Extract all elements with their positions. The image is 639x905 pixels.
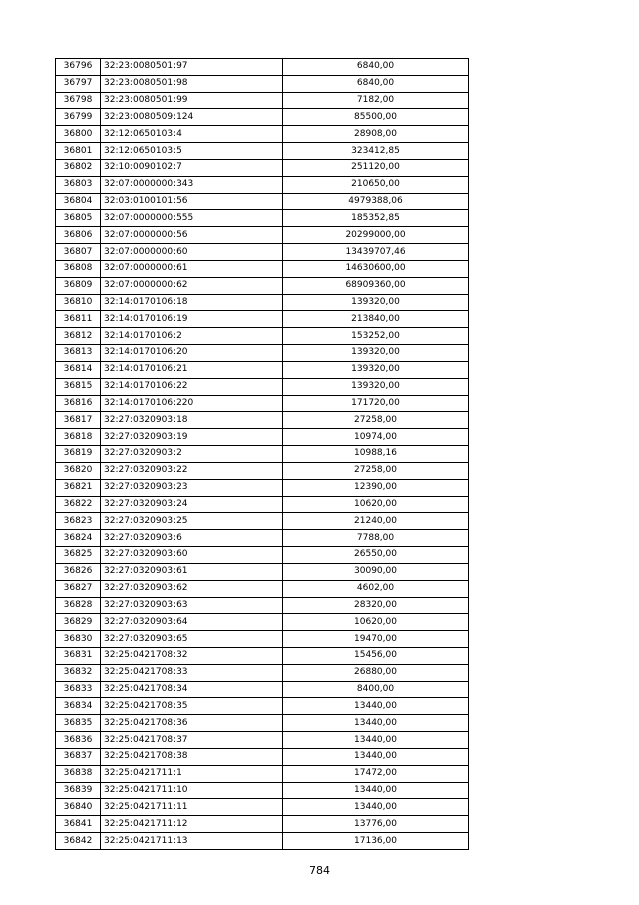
row-number-cell: 36797 — [56, 75, 101, 92]
row-number-cell: 36814 — [56, 361, 101, 378]
row-number-cell: 36833 — [56, 681, 101, 698]
cadastral-number-cell: 32:25:0421708:33 — [101, 664, 283, 681]
table-row — [56, 311, 469, 328]
cadastral-number-cell: 32:14:0170106:2 — [101, 328, 283, 345]
row-number-cell: 36839 — [56, 782, 101, 799]
table-row — [56, 782, 469, 799]
value-cell: 26550,00 — [283, 547, 469, 564]
cadastral-number-cell: 32:14:0170106:18 — [101, 294, 283, 311]
cadastral-number-cell: 32:25:0421708:38 — [101, 748, 283, 765]
table-row — [56, 732, 469, 749]
table-row — [56, 816, 469, 833]
cadastral-number-cell: 32:27:0320903:18 — [101, 412, 283, 429]
cadastral-value-table — [55, 58, 469, 850]
row-number-cell: 36801 — [56, 143, 101, 160]
cadastral-number-cell: 32:27:0320903:25 — [101, 513, 283, 530]
value-cell: 153252,00 — [283, 328, 469, 345]
row-number-cell: 36829 — [56, 614, 101, 631]
table-row — [56, 361, 469, 378]
table-body — [56, 59, 469, 850]
table-row — [56, 345, 469, 362]
cadastral-number-cell: 32:23:0080501:98 — [101, 75, 283, 92]
row-number-cell: 36824 — [56, 530, 101, 547]
cadastral-number-cell: 32:14:0170106:22 — [101, 378, 283, 395]
cadastral-number-cell: 32:07:0000000:61 — [101, 260, 283, 277]
value-cell: 13440,00 — [283, 799, 469, 816]
row-number-cell: 36808 — [56, 260, 101, 277]
cadastral-number-cell: 32:12:0650103:4 — [101, 126, 283, 143]
table-row — [56, 681, 469, 698]
row-number-cell: 36813 — [56, 345, 101, 362]
value-cell: 20299000,00 — [283, 227, 469, 244]
cadastral-number-cell: 32:23:0080501:99 — [101, 92, 283, 109]
table-row — [56, 210, 469, 227]
value-cell: 210650,00 — [283, 176, 469, 193]
table-row — [56, 462, 469, 479]
value-cell: 68909360,00 — [283, 277, 469, 294]
row-number-cell: 36831 — [56, 647, 101, 664]
value-cell: 26880,00 — [283, 664, 469, 681]
table-row — [56, 277, 469, 294]
row-number-cell: 36799 — [56, 109, 101, 126]
row-number-cell: 36803 — [56, 176, 101, 193]
table-row — [56, 109, 469, 126]
value-cell: 139320,00 — [283, 294, 469, 311]
table-row — [56, 260, 469, 277]
row-number-cell: 36828 — [56, 597, 101, 614]
cadastral-number-cell: 32:07:0000000:56 — [101, 227, 283, 244]
cadastral-number-cell: 32:07:0000000:60 — [101, 244, 283, 261]
cadastral-number-cell: 32:27:0320903:63 — [101, 597, 283, 614]
table-row — [56, 799, 469, 816]
value-cell: 13440,00 — [283, 698, 469, 715]
value-cell: 13440,00 — [283, 748, 469, 765]
table-row — [56, 395, 469, 412]
cadastral-number-cell: 32:25:0421711:10 — [101, 782, 283, 799]
value-cell: 19470,00 — [283, 631, 469, 648]
table-row — [56, 563, 469, 580]
row-number-cell: 36827 — [56, 580, 101, 597]
cadastral-number-cell: 32:27:0320903:61 — [101, 563, 283, 580]
value-cell: 251120,00 — [283, 159, 469, 176]
cadastral-number-cell: 32:25:0421708:34 — [101, 681, 283, 698]
cadastral-number-cell: 32:25:0421711:12 — [101, 816, 283, 833]
cadastral-number-cell: 32:23:0080509:124 — [101, 109, 283, 126]
row-number-cell: 36817 — [56, 412, 101, 429]
cadastral-number-cell: 32:14:0170106:21 — [101, 361, 283, 378]
table-row — [56, 378, 469, 395]
row-number-cell: 36806 — [56, 227, 101, 244]
table-row — [56, 429, 469, 446]
row-number-cell: 36819 — [56, 446, 101, 463]
value-cell: 30090,00 — [283, 563, 469, 580]
cadastral-number-cell: 32:27:0320903:62 — [101, 580, 283, 597]
table-row — [56, 159, 469, 176]
cadastral-number-cell: 32:03:0100101:56 — [101, 193, 283, 210]
value-cell: 13440,00 — [283, 715, 469, 732]
table-row — [56, 631, 469, 648]
value-cell: 10620,00 — [283, 614, 469, 631]
cadastral-number-cell: 32:25:0421708:32 — [101, 647, 283, 664]
table-row — [56, 294, 469, 311]
row-number-cell: 36842 — [56, 833, 101, 850]
cadastral-number-cell: 32:25:0421711:1 — [101, 765, 283, 782]
cadastral-number-cell: 32:27:0320903:6 — [101, 530, 283, 547]
cadastral-number-cell: 32:25:0421708:35 — [101, 698, 283, 715]
value-cell: 27258,00 — [283, 462, 469, 479]
value-cell: 6840,00 — [283, 75, 469, 92]
cadastral-number-cell: 32:27:0320903:22 — [101, 462, 283, 479]
value-cell: 27258,00 — [283, 412, 469, 429]
row-number-cell: 36837 — [56, 748, 101, 765]
row-number-cell: 36821 — [56, 479, 101, 496]
cadastral-number-cell: 32:27:0320903:2 — [101, 446, 283, 463]
row-number-cell: 36800 — [56, 126, 101, 143]
cadastral-number-cell: 32:14:0170106:220 — [101, 395, 283, 412]
value-cell: 8400,00 — [283, 681, 469, 698]
row-number-cell: 36832 — [56, 664, 101, 681]
cadastral-number-cell: 32:14:0170106:19 — [101, 311, 283, 328]
row-number-cell: 36826 — [56, 563, 101, 580]
value-cell: 10974,00 — [283, 429, 469, 446]
value-cell: 139320,00 — [283, 378, 469, 395]
row-number-cell: 36836 — [56, 732, 101, 749]
row-number-cell: 36805 — [56, 210, 101, 227]
cadastral-number-cell: 32:10:0090102:7 — [101, 159, 283, 176]
value-cell: 12390,00 — [283, 479, 469, 496]
table-row — [56, 479, 469, 496]
cadastral-number-cell: 32:27:0320903:23 — [101, 479, 283, 496]
row-number-cell: 36816 — [56, 395, 101, 412]
row-number-cell: 36810 — [56, 294, 101, 311]
cadastral-number-cell: 32:12:0650103:5 — [101, 143, 283, 160]
row-number-cell: 36822 — [56, 496, 101, 513]
value-cell: 4602,00 — [283, 580, 469, 597]
table-row — [56, 143, 469, 160]
table-row — [56, 496, 469, 513]
cadastral-number-cell: 32:25:0421711:13 — [101, 833, 283, 850]
row-number-cell: 36811 — [56, 311, 101, 328]
row-number-cell: 36796 — [56, 59, 101, 76]
table-row — [56, 176, 469, 193]
value-cell: 10988,16 — [283, 446, 469, 463]
table-row — [56, 597, 469, 614]
value-cell: 213840,00 — [283, 311, 469, 328]
cadastral-number-cell: 32:27:0320903:60 — [101, 547, 283, 564]
value-cell: 6840,00 — [283, 59, 469, 76]
cadastral-number-cell: 32:27:0320903:24 — [101, 496, 283, 513]
row-number-cell: 36802 — [56, 159, 101, 176]
row-number-cell: 36804 — [56, 193, 101, 210]
value-cell: 4979388,06 — [283, 193, 469, 210]
table-row — [56, 647, 469, 664]
value-cell: 14630600,00 — [283, 260, 469, 277]
cadastral-number-cell: 32:25:0421708:36 — [101, 715, 283, 732]
row-number-cell: 36838 — [56, 765, 101, 782]
table-row — [56, 547, 469, 564]
table-row — [56, 765, 469, 782]
cadastral-number-cell: 32:07:0000000:343 — [101, 176, 283, 193]
table-row — [56, 92, 469, 109]
row-number-cell: 36825 — [56, 547, 101, 564]
value-cell: 21240,00 — [283, 513, 469, 530]
cadastral-number-cell: 32:25:0421708:37 — [101, 732, 283, 749]
table-row — [56, 75, 469, 92]
row-number-cell: 36835 — [56, 715, 101, 732]
table-row — [56, 530, 469, 547]
table-row — [56, 664, 469, 681]
cadastral-number-cell: 32:27:0320903:65 — [101, 631, 283, 648]
value-cell: 13439707,46 — [283, 244, 469, 261]
table-row — [56, 698, 469, 715]
row-number-cell: 36820 — [56, 462, 101, 479]
value-cell: 185352,85 — [283, 210, 469, 227]
table-row — [56, 412, 469, 429]
row-number-cell: 36823 — [56, 513, 101, 530]
value-cell: 28908,00 — [283, 126, 469, 143]
row-number-cell: 36807 — [56, 244, 101, 261]
table-row — [56, 59, 469, 76]
row-number-cell: 36798 — [56, 92, 101, 109]
value-cell: 171720,00 — [283, 395, 469, 412]
value-cell: 17136,00 — [283, 833, 469, 850]
page-number: 784 — [309, 864, 330, 877]
cadastral-number-cell: 32:23:0080501:97 — [101, 59, 283, 76]
value-cell: 13776,00 — [283, 816, 469, 833]
value-cell: 7788,00 — [283, 530, 469, 547]
row-number-cell: 36834 — [56, 698, 101, 715]
row-number-cell: 36841 — [56, 816, 101, 833]
table-row — [56, 833, 469, 850]
value-cell: 28320,00 — [283, 597, 469, 614]
table-row — [56, 715, 469, 732]
row-number-cell: 36830 — [56, 631, 101, 648]
table-row — [56, 193, 469, 210]
value-cell: 85500,00 — [283, 109, 469, 126]
value-cell: 13440,00 — [283, 732, 469, 749]
value-cell: 13440,00 — [283, 782, 469, 799]
value-cell: 10620,00 — [283, 496, 469, 513]
table-row — [56, 513, 469, 530]
value-cell: 15456,00 — [283, 647, 469, 664]
row-number-cell: 36840 — [56, 799, 101, 816]
table-row — [56, 328, 469, 345]
table-row — [56, 126, 469, 143]
table-row — [56, 580, 469, 597]
table-row — [56, 446, 469, 463]
table-row — [56, 748, 469, 765]
row-number-cell: 36818 — [56, 429, 101, 446]
table-row — [56, 227, 469, 244]
table-row — [56, 614, 469, 631]
value-cell: 323412,85 — [283, 143, 469, 160]
cadastral-number-cell: 32:07:0000000:555 — [101, 210, 283, 227]
value-cell: 7182,00 — [283, 92, 469, 109]
value-cell: 139320,00 — [283, 345, 469, 362]
cadastral-number-cell: 32:27:0320903:19 — [101, 429, 283, 446]
row-number-cell: 36809 — [56, 277, 101, 294]
cadastral-number-cell: 32:25:0421711:11 — [101, 799, 283, 816]
row-number-cell: 36812 — [56, 328, 101, 345]
row-number-cell: 36815 — [56, 378, 101, 395]
value-cell: 139320,00 — [283, 361, 469, 378]
cadastral-number-cell: 32:14:0170106:20 — [101, 345, 283, 362]
value-cell: 17472,00 — [283, 765, 469, 782]
cadastral-number-cell: 32:07:0000000:62 — [101, 277, 283, 294]
cadastral-number-cell: 32:27:0320903:64 — [101, 614, 283, 631]
table-row — [56, 244, 469, 261]
